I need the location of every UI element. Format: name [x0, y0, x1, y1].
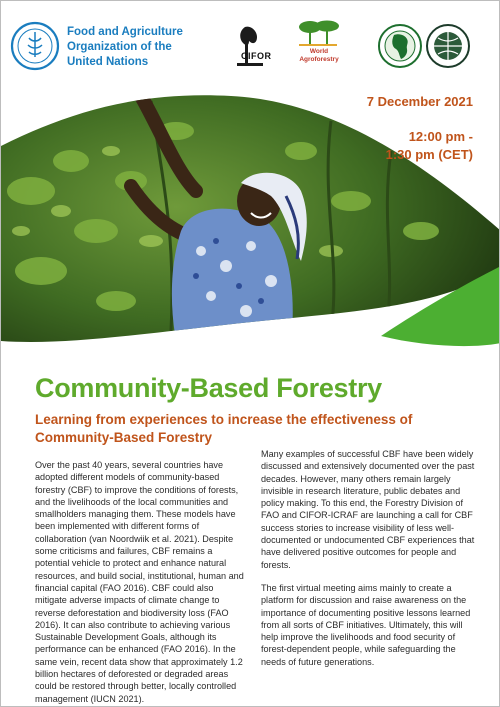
cifor-label: CIFOR	[241, 51, 272, 61]
african-union-icon	[377, 23, 423, 69]
world-agroforestry-icon	[295, 17, 341, 47]
body-paragraph: The first virtual meeting aims mainly to create a platform for discussion and raise awareness on the importance of documenting positive lessons learned from all sorts of CBF initiatives. Ultimately, this will help improve the livelihoods and food security of forest-dependent people, while safeguarding the needs of future generations.	[261, 582, 471, 667]
globe-emblem-icon	[425, 23, 471, 69]
event-date: 7 December 2021	[366, 94, 473, 109]
fao-organization-name: Food and Agriculture Organization of the United Nations	[67, 26, 183, 68]
body-column-left	[35, 459, 247, 707]
body-column-right	[261, 448, 475, 679]
page-title: Community-Based Forestry	[35, 373, 382, 403]
body-paragraph: Over the past 40 years, several countries have adopted different models of community-based forestry (CBF) to improve the conditions of forests, and the livelihoods of the local communities and smallholders managing them. These models have been implemented with different forms of collaboration (van Noordwiik et al. 2021). Despite some criticisms and failures, CBF remains a potential vehicle to protect and enhance natural resources, and build social, institutional, human and financial capital (FAO 2016). CBF could also mitigate adverse impacts of climate change to reverse deforestation and biodiversity loss (FAO 2016). It can also contribute to achieving various Sustainable Development Goals, although its performance can be enhanced (FAO 2016). In the same vein, recent data show that approximately 1.2 billion hectares of deforested or degraded areas could be restored through better, locally controlled management (IUCN 2021).	[35, 460, 244, 704]
body-paragraph: Many examples of successful CBF have been widely discussed and extensively documented over the past decades. However, many others remain largely invisible in research literature, public debates and policy making. To this end, the Forestry Division of FAO and CIFOR-ICRAF are launching a call for CBF success stories to increase visibility of less well-documented or undocumented CBF experiences that have delivered positive outcomes for people and forests.	[261, 449, 475, 570]
fao-emblem-icon	[10, 21, 60, 71]
world-agroforestry-label: World Agroforestry	[299, 48, 339, 63]
page-subtitle: Learning from experiences to increase the effectiveness of Community-Based Forestry	[35, 412, 413, 445]
event-time: 12:00 pm - 1:30 pm (CET)	[385, 129, 473, 162]
